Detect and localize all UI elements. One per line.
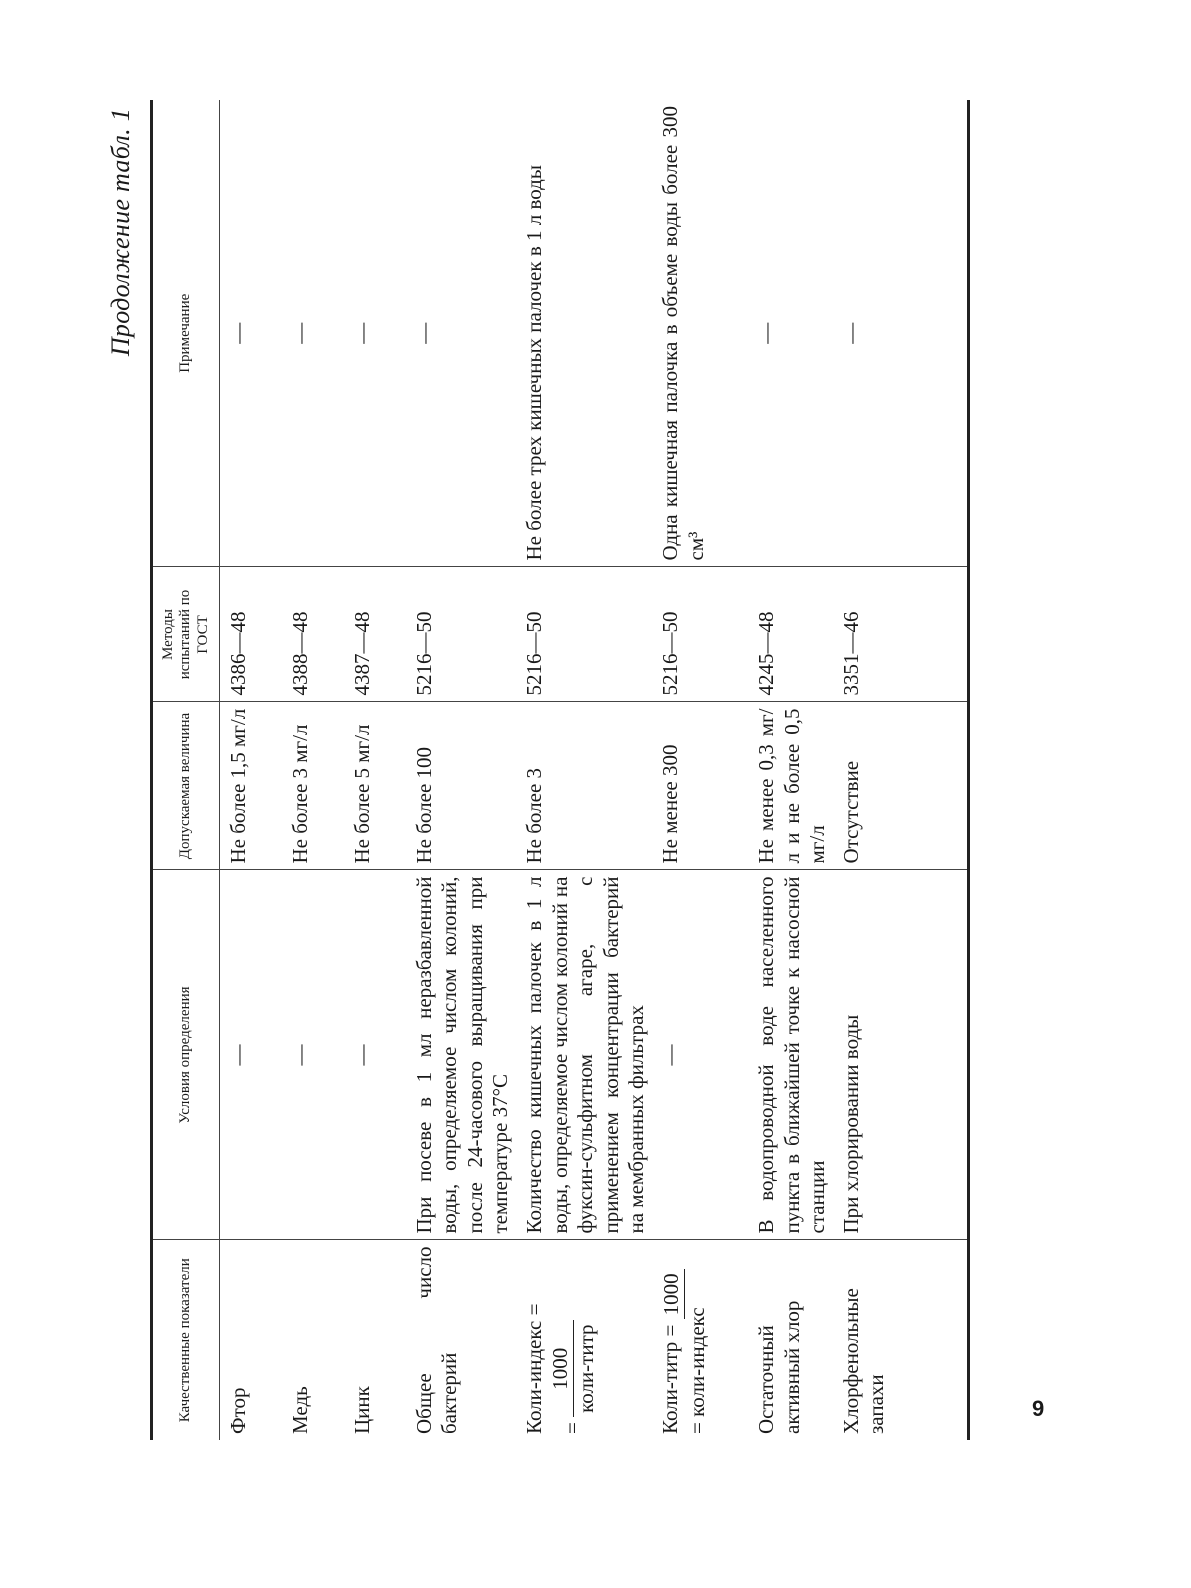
header-conditions: Условия определения bbox=[152, 870, 220, 1240]
cell-methods: 4386—48 bbox=[220, 567, 282, 702]
cell-conditions: — bbox=[220, 870, 282, 1240]
header-methods: Методы испытаний по ГОСТ bbox=[152, 567, 220, 702]
cell-indicator: Медь bbox=[282, 1240, 344, 1440]
fraction-numerator: 1000 bbox=[548, 1320, 575, 1416]
cell-allowed: Не более 1,5 мг/л bbox=[220, 702, 282, 870]
cell-methods: 3351—46 bbox=[833, 567, 969, 702]
header-allowed: Допускаемая величина bbox=[152, 702, 220, 870]
table-row bbox=[516, 100, 652, 1440]
cell-note: Одна кишечная палочка в объеме воды более 300 см³ bbox=[652, 100, 748, 567]
cell-allowed: Отсутствие bbox=[833, 702, 969, 870]
cell-methods: 5216—50 bbox=[516, 567, 652, 702]
indicator-eq: = bbox=[685, 1422, 710, 1434]
cell-indicator bbox=[516, 1240, 652, 1440]
cell-note: — bbox=[833, 100, 969, 567]
water-quality-table bbox=[150, 100, 970, 1440]
cell-note: — bbox=[344, 100, 406, 567]
cell-allowed: Не более 3 bbox=[516, 702, 652, 870]
page-number: 9 bbox=[1032, 1396, 1045, 1421]
table-row bbox=[748, 100, 833, 1440]
header-note: Примечание bbox=[152, 100, 220, 567]
table-row bbox=[406, 100, 516, 1440]
cell-indicator bbox=[652, 1240, 748, 1440]
cell-note: — bbox=[220, 100, 282, 567]
table-row bbox=[652, 100, 748, 1440]
cell-note: — bbox=[406, 100, 516, 567]
cell-conditions: В водопроводной воде населенного пункта в ближайшей точке к насосной станции bbox=[748, 870, 833, 1240]
cell-conditions: — bbox=[652, 870, 748, 1240]
cell-conditions: — bbox=[344, 870, 406, 1240]
cell-methods: 5216—50 bbox=[652, 567, 748, 702]
cell-indicator: Цинк bbox=[344, 1240, 406, 1440]
cell-methods: 4388—48 bbox=[282, 567, 344, 702]
table-row bbox=[220, 100, 282, 1440]
table-row bbox=[282, 100, 344, 1440]
cell-indicator: Фтор bbox=[220, 1240, 282, 1440]
cell-note: Не более трех кишечных палочек в 1 л воды bbox=[516, 100, 652, 567]
cell-conditions: — bbox=[282, 870, 344, 1240]
indicator-prefix: Коли-титр = bbox=[657, 1324, 682, 1434]
indicator-prefix: Коли-индекс = bbox=[521, 1303, 546, 1434]
indicator-fraction bbox=[548, 1320, 600, 1416]
cell-allowed: Не менее 0,3 мг/л и не более 0,5 мг/л bbox=[748, 702, 833, 870]
cell-allowed: Не более 100 bbox=[406, 702, 516, 870]
cell-conditions: Количество кишечных палочек в 1 л воды, определяемое числом колоний на фуксин-сульфитном агаре, с применением концентрации бактерий на мембранных фильтрах bbox=[516, 870, 652, 1240]
cell-note: — bbox=[282, 100, 344, 567]
table-caption: Продолжение табл. 1 bbox=[106, 108, 135, 357]
table-header-row bbox=[152, 100, 220, 1440]
fraction-denominator: коли-титр bbox=[574, 1324, 599, 1413]
indicator-eq: = bbox=[559, 1422, 584, 1434]
cell-conditions: При посеве в 1 мл неразбавленной воды, определяемое числом колоний, после 24-часового выращивания при температуре 37°С bbox=[406, 870, 516, 1240]
cell-allowed: Не более 5 мг/л bbox=[344, 702, 406, 870]
cell-methods: 4387—48 bbox=[344, 567, 406, 702]
fraction-denominator: коли-индекс bbox=[685, 1307, 710, 1417]
cell-allowed: Не более 3 мг/л bbox=[282, 702, 344, 870]
table-row bbox=[344, 100, 406, 1440]
fraction-numerator: 1000 bbox=[659, 1269, 686, 1319]
header-indicator: Качественные показатели bbox=[152, 1240, 220, 1440]
cell-note: — bbox=[748, 100, 833, 567]
table-row bbox=[833, 100, 969, 1440]
cell-allowed: Не менее 300 bbox=[652, 702, 748, 870]
cell-indicator: Хлорфенольные запахи bbox=[833, 1240, 969, 1440]
indicator-fraction bbox=[659, 1269, 686, 1319]
rotated-page bbox=[106, 100, 1010, 1440]
cell-indicator: Остаточный активный хлор bbox=[748, 1240, 833, 1440]
cell-methods: 4245—48 bbox=[748, 567, 833, 702]
cell-methods: 5216—50 bbox=[406, 567, 516, 702]
cell-conditions: При хлорировании воды bbox=[833, 870, 969, 1240]
cell-indicator: Общее число бактерий bbox=[406, 1240, 516, 1440]
